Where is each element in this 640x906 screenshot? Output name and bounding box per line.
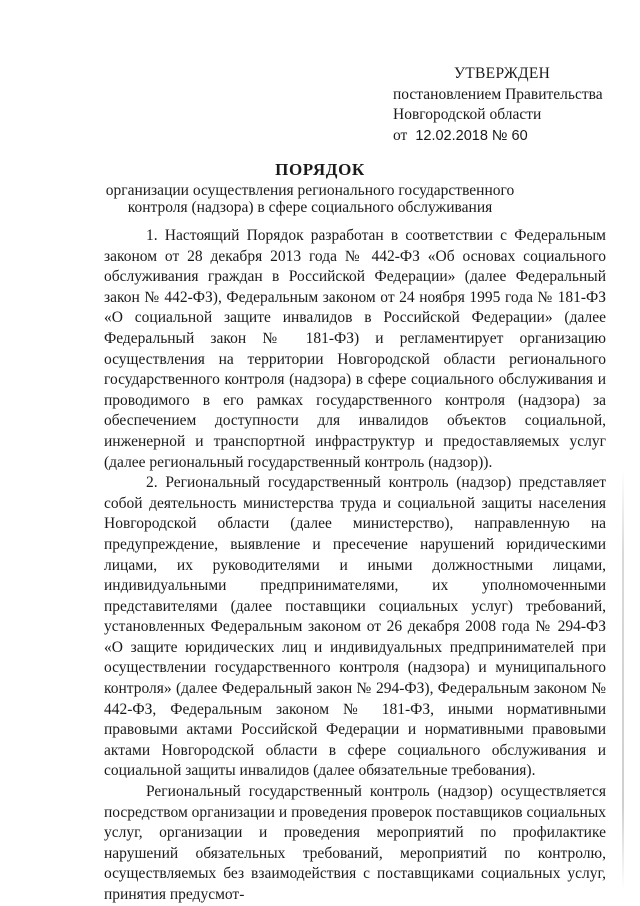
approval-title: УТВЕРЖДЕН	[454, 65, 551, 82]
approval-line-2: Новгородской области	[393, 106, 542, 123]
document-body	[104, 226, 606, 906]
approval-stamp	[393, 64, 623, 146]
subtitle-line-1: организации осуществления регионального государственного	[105, 182, 515, 199]
approval-line-1: постановлением Правительства	[393, 85, 603, 103]
paragraph-3: Региональный государственный контроль (надзор) осуществляется посредством организации и проведения проверок поставщиков социальных услуг, организации и проведения мероприятий по профилактике нарушений обязательных требований, мероприятий по контролю, осуществляемых без взаимодействия с поставщиками социальных услуг, принятия предусмот-	[104, 783, 606, 903]
document-title: ПОРЯДОК	[275, 160, 365, 179]
approval-date-value: 12.02.2018 № 60	[415, 127, 528, 144]
document-subtitle	[90, 182, 530, 216]
paragraph-2: 2. Региональный государственный контроль (надзор) представляет собой деятельность министерства труда и социальной защиты населения Новгородской области (далее министерство), направленную на предупреждение, выявление и пресечение нарушений юридическими лицами, их руководителями и иными должностными лицами, индивидуальными предпринимателями, их уполномоченными представителями (далее поставщики социальных услуг) требований, установленных Федеральным законом от 26 декабря 2008 года № 294-ФЗ «О защите юридических лиц и индивидуальных предпринимателей при осуществлении государственного контроля (надзора) и муниципального контроля» (далее Федеральный закон № 294-ФЗ), Федеральным законом № 442-ФЗ, Федеральным законом № 181-ФЗ, иными нормативными правовыми актами Российской Федерации и нормативными правовыми актами Новгородской области в сфере социального обслуживания и социальной защиты инвалидов (далее обязательные требования).	[104, 474, 606, 780]
paragraph-1: 1. Настоящий Порядок разработан в соответствии с Федеральным законом от 28 декабря 2013 года № 442-ФЗ «Об основах социального обслуживания граждан в Российской Федерации» (далее Федеральный закон № 442-ФЗ), Федеральным законом от 24 ноября 1995 года № 181-ФЗ «О социальной защите инвалидов в Российской Федерации» (далее Федеральный закон № 181-ФЗ) и регламентирует организацию осуществления на территории Новгородской области регионального государственного контроля (надзора) в сфере социального обслуживания и проводимого в его рамках государственного контроля (надзора) за обеспечением доступности для инвалидов объектов социальной, инженерной и транспортной инфраструктур и предоставляемых услуг (далее региональный государственный контроль (надзор)).	[104, 227, 606, 471]
approval-date	[393, 126, 623, 147]
scan-edge-shadow	[622, 470, 624, 890]
approval-date-prefix: от	[393, 126, 408, 144]
subtitle-line-2: контроля (надзора) в сфере социального обслуживания	[127, 199, 493, 216]
